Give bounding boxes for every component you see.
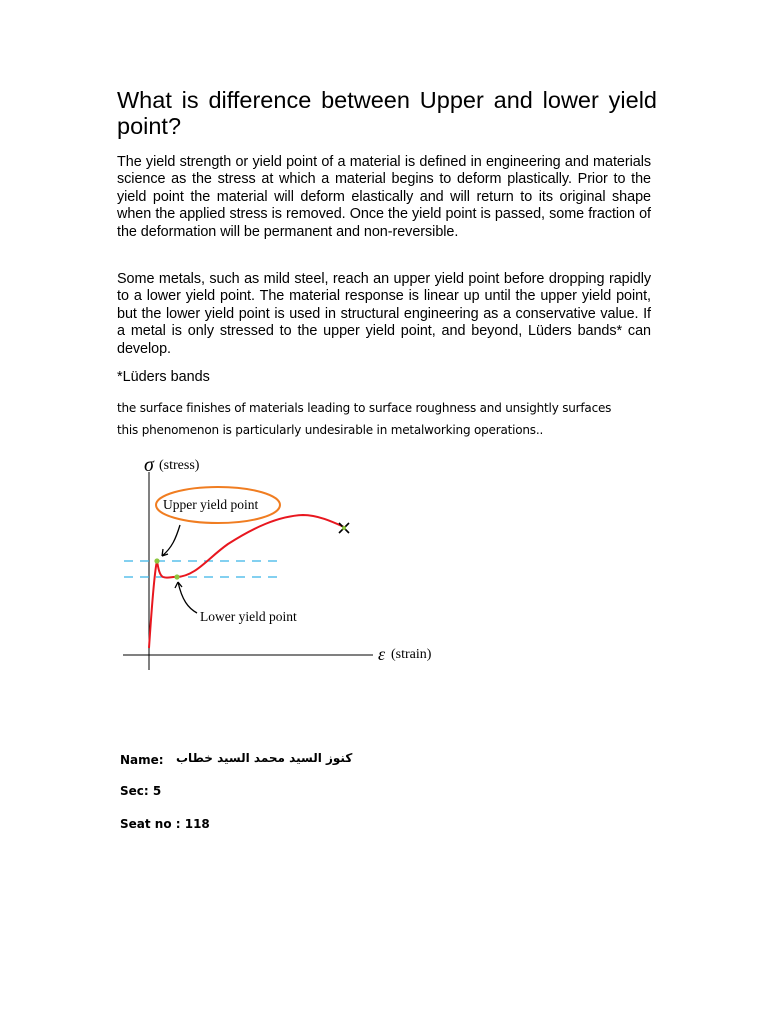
fracture-point [342,526,346,530]
upper-yield-point [154,558,159,563]
name-value: كنوز السيد محمد السيد خطاب [176,751,353,765]
seat-number-text: Seat no : 118 [120,817,210,831]
x-axis-label: (strain) [391,647,432,662]
name-label: Name: [120,753,164,767]
paragraph-upper-lower-yield: Some metals, such as mild steel, reach an upper yield point before dropping rapidly to a lower yield point. The material response is linear up until the upper yield point, but the lower yield point is used in structural engineering as a conservative value. If a metal is only stressed to the upper yield point, and beyond, Lüders bands* can develop. [117,271,651,357]
stress-strain-diagram [118,448,448,678]
page-title: What is difference between Upper and lower yield point? [117,87,657,139]
lower-yield-point [174,574,179,579]
footnote-label: *Lüders bands [117,369,210,385]
upper-yield-arrow [162,525,180,556]
x-axis-symbol: ε [378,644,386,664]
y-axis-label: (stress) [159,458,200,473]
section-text: Sec: 5 [120,784,162,798]
lower-yield-arrow [178,582,197,613]
lower-yield-label: Lower yield point [200,609,297,624]
stress-strain-curve [149,515,344,648]
y-axis-symbol: σ [144,454,154,476]
definition-line-2: this phenomenon is particularly undesirable in metalworking operations.. [117,423,544,437]
upper-yield-label: Upper yield point [163,497,259,512]
definition-line-1: the surface finishes of materials leading to surface roughness and unsightly surfaces [117,401,612,415]
paragraph-yield-definition: The yield strength or yield point of a material is defined in engineering and materials science as the stress at which a material begins to deform plastically. Prior to the yield point the material will deform elastically and will return to its original shape when the applied stress is removed. Once the yield point is passed, some fraction of the deformation will be permanent and non-reversible. [117,154,651,240]
fracture-marker [339,523,349,533]
